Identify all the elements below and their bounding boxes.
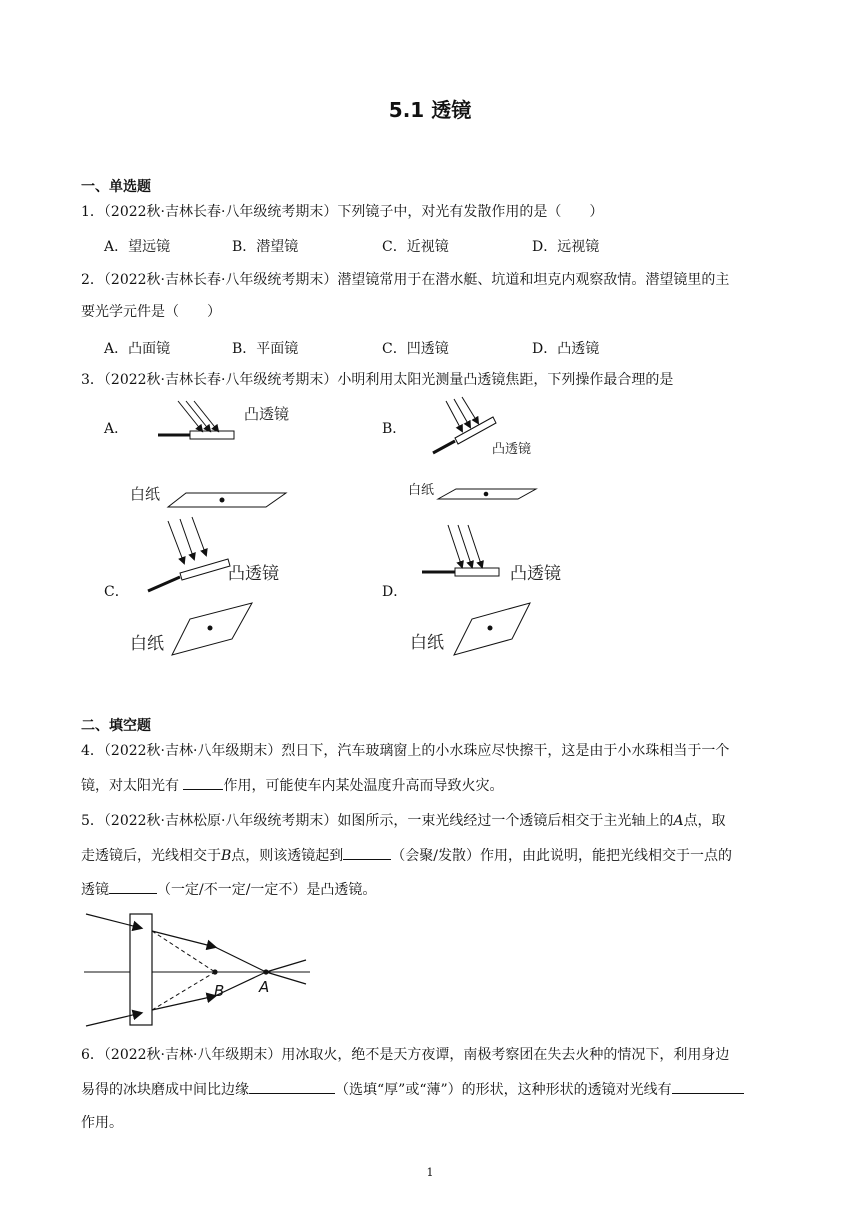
q3-figure-c <box>120 515 320 665</box>
convex-lens <box>455 417 496 444</box>
paper-label: 白纸 <box>130 485 161 503</box>
question-5-line2 <box>81 845 732 866</box>
lens-holder <box>433 441 455 453</box>
section-heading-fill-in: 二、填空题 <box>81 718 151 734</box>
question-5-line3 <box>81 879 376 900</box>
q6-answer-blank-1[interactable] <box>249 1079 335 1094</box>
convex-lens <box>180 559 230 580</box>
paper-label: 白纸 <box>130 634 164 654</box>
q5-point-b: B <box>221 848 232 864</box>
question-5-line1 <box>81 811 726 831</box>
point-b-label: B <box>214 982 225 1000</box>
light-spot <box>208 626 213 631</box>
q5-point-a: A <box>673 813 684 829</box>
refracted-ray-top <box>215 947 266 972</box>
q5-text-e: （会聚/发散）作用，由此说明，能把光线相交于一点的 <box>391 848 733 864</box>
sun-ray <box>168 521 184 563</box>
question-3-stem: 3．（2022秋·吉林长春·八年级统考期末）小明利用太阳光测量凸透镜焦距，下列操作最合理的是 <box>81 372 674 388</box>
q5-text-a: 5．（2022秋·吉林松原·八年级统考期末）如图所示，一束光线经过一个透镜后相交于主光轴上的 <box>81 813 674 829</box>
lens <box>130 914 152 1025</box>
q4-answer-blank[interactable] <box>183 775 223 790</box>
sun-ray <box>192 517 206 555</box>
q6-text-a: 易得的冰块磨成中间比边缘 <box>81 1082 249 1098</box>
q5-text-d: 点，则该透镜起到 <box>231 848 344 864</box>
q3-figure-b <box>400 395 560 505</box>
original-ray-bottom-dashed <box>152 972 215 1010</box>
q6-answer-blank-2[interactable] <box>672 1079 744 1094</box>
q3-option-d: D． <box>382 584 408 600</box>
question-6-line3: 作用。 <box>81 1115 123 1131</box>
paper-label: 白纸 <box>408 483 435 498</box>
refracted-ray-bottom-arrow <box>152 996 215 1010</box>
convex-lens <box>190 431 234 439</box>
q5-answer-blank-1[interactable] <box>343 845 391 860</box>
question-1-stem: 1．（2022秋·吉林长春·八年级统考期末）下列镜子中，对光有发散作用的是（ ） <box>81 204 604 220</box>
white-paper <box>168 493 286 507</box>
point-a-dot <box>263 969 268 974</box>
convex-lens <box>455 568 499 576</box>
page-title: 5.1 透镜 <box>388 98 472 122</box>
q2-option-c: C．凹透镜 <box>382 341 449 357</box>
q5-text-b: 点，取 <box>683 813 726 829</box>
question-6-line2 <box>81 1079 744 1100</box>
question-6-line1: 6．（2022秋·吉林·八年级期末）用冰取火，绝不是天方夜谭，南极考察团在失去火种的情况下，利用身边 <box>81 1047 730 1063</box>
refracted-ray-top-arrow <box>152 931 215 947</box>
q1-option-b: B．潜望镜 <box>232 239 299 255</box>
light-spot <box>488 626 493 631</box>
q1-option-a: A．望远镜 <box>104 239 171 255</box>
q6-text-b: （选填“厚”或“薄”）的形状，这种形状的透镜对光线有 <box>335 1082 672 1098</box>
q3-option-b: B． <box>382 421 407 437</box>
q3-figure-a <box>120 395 320 515</box>
q5-text-c: 走透镜后，光线相交于 <box>81 848 221 864</box>
q3-figure-d <box>400 515 590 665</box>
q5-text-f: 透镜 <box>81 882 109 898</box>
lens-label: 凸透镜 <box>228 564 279 584</box>
q5-lens-diagram <box>80 910 320 1032</box>
q3-option-c: C． <box>104 584 129 600</box>
refracted-ray-top-extension <box>266 960 306 972</box>
q5-text-g: （一定/不一定/一定不）是凸透镜。 <box>157 882 377 898</box>
paper-label: 白纸 <box>410 633 444 653</box>
lens-holder <box>148 577 180 591</box>
question-2-stem-line2: 要光学元件是（ ） <box>81 304 221 320</box>
sun-ray <box>454 399 470 427</box>
point-a-label: A <box>259 978 270 996</box>
original-ray-top-dashed <box>152 931 215 972</box>
refracted-ray-bottom-extension <box>266 972 306 984</box>
sun-ray <box>462 397 478 423</box>
q5-answer-blank-2[interactable] <box>109 879 157 894</box>
lens-label: 凸透镜 <box>492 442 532 457</box>
sun-ray <box>446 401 462 431</box>
point-b-dot <box>212 969 217 974</box>
lens-label: 凸透镜 <box>244 405 290 423</box>
question-2-stem-line1: 2．（2022秋·吉林长春·八年级统考期末）潜望镜常用于在潜水艇、坑道和坦克内观察敌情。潜望镜里的主 <box>81 272 730 288</box>
lens-label: 凸透镜 <box>510 564 561 584</box>
page-number: 1 <box>426 1166 434 1179</box>
light-spot <box>484 492 489 497</box>
q4-text-a: 镜，对太阳光有 <box>81 778 184 794</box>
question-4-line1: 4．（2022秋·吉林·八年级期末）烈日下，汽车玻璃窗上的小水珠应尽快擦干，这是由于小水珠相当于一个 <box>81 743 730 759</box>
q2-option-a: A．凸面镜 <box>104 341 171 357</box>
question-4-line2 <box>81 775 503 796</box>
q2-option-b: B．平面镜 <box>232 341 299 357</box>
section-heading-single-choice: 一、单选题 <box>81 179 151 195</box>
light-spot <box>220 498 225 503</box>
q2-option-d: D．凸透镜 <box>532 341 600 357</box>
q3-option-a: A． <box>104 421 129 437</box>
q4-text-b: 作用，可能使车内某处温度升高而导致火灾。 <box>223 778 504 794</box>
q1-option-d: D．远视镜 <box>532 239 600 255</box>
q1-option-c: C．近视镜 <box>382 239 449 255</box>
sun-ray <box>180 519 194 559</box>
